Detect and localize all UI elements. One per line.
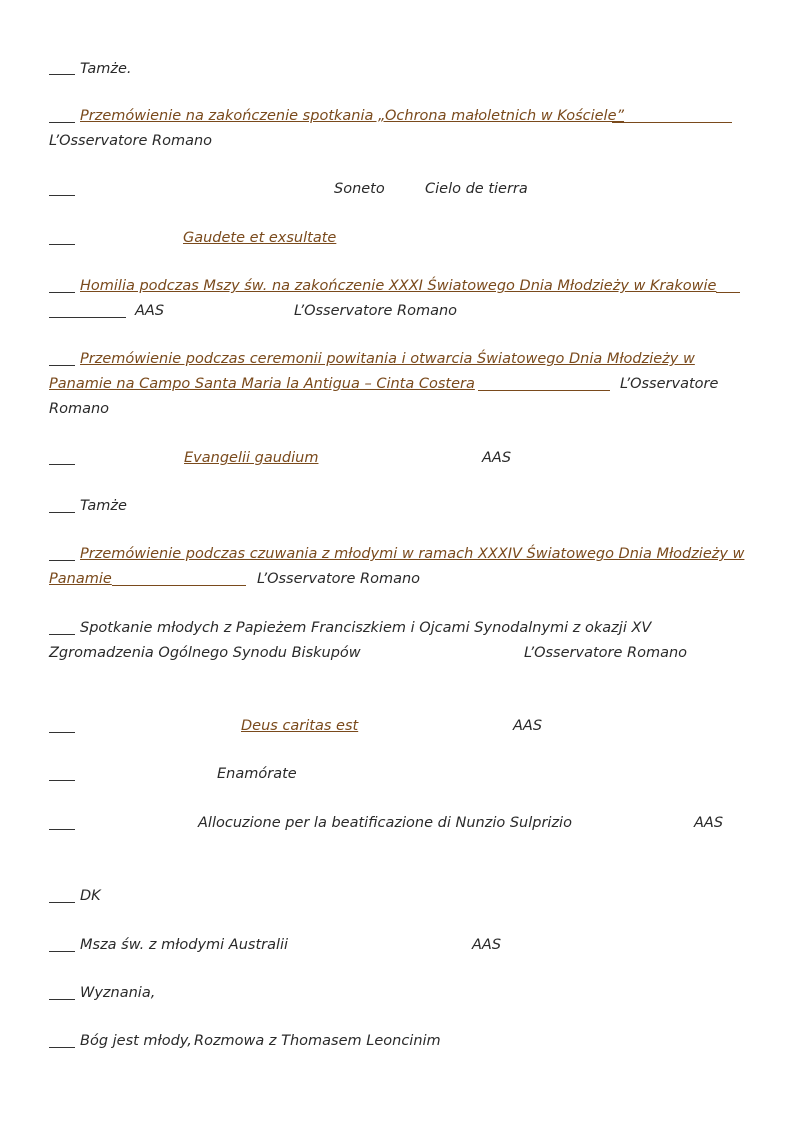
entry-text: Allocuzione per la beatificazione di Nunzio Sulprizio (198, 815, 572, 831)
blank-line (49, 1047, 75, 1048)
blank-line (49, 317, 126, 318)
blank-line (49, 780, 75, 781)
entry-text: Soneto (334, 181, 385, 197)
entry-text: Wyznania, (80, 985, 156, 1001)
entry-text: Cielo de tierra (425, 181, 528, 197)
entry-text: AAS (472, 937, 502, 953)
entry-text: AAS (694, 815, 724, 831)
underline-fill (612, 122, 732, 123)
entry-text: Spotkanie młodych z Papieżem Franciszkiem i Ojcami Synodalnymi z okazji XV (80, 620, 652, 636)
entry-text: AAS (513, 718, 543, 734)
blank-line (49, 365, 75, 366)
entry-text: Zgromadzenia Ogólnego Synodu Biskupów (49, 645, 361, 661)
entry-title-link[interactable]: Przemówienie na zakończenie spotkania „Ochrona małoletnich w Kościele” (80, 108, 625, 124)
blank-line (49, 560, 75, 561)
blank-line (49, 244, 75, 245)
entry-source: L’Osservatore (620, 376, 719, 392)
entry-source: L’Osservatore Romano (257, 571, 421, 587)
entry-title-link[interactable]: Deus caritas est (241, 718, 359, 734)
blank-line (49, 829, 75, 830)
entry-text: Msza św. z młodymi Australii (80, 937, 289, 953)
underline-fill (716, 292, 740, 293)
blank-line (49, 195, 75, 196)
entry-title-link[interactable]: Przemówienie podczas czuwania z młodymi w ramach XXXIV Światowego Dnia Młodzieży w (80, 546, 745, 562)
blank-line (49, 292, 75, 293)
entry-title-link[interactable]: Panamie (49, 571, 112, 587)
entry-text: Tamże. (80, 61, 132, 77)
entry-text: DK (80, 888, 101, 904)
entry-title-link[interactable]: Panamie na Campo Santa Maria la Antigua – Cinta Costera (49, 376, 475, 392)
blank-line (49, 634, 75, 635)
blank-line (49, 122, 75, 123)
underline-fill (478, 390, 610, 391)
entry-text: Enamórate (217, 766, 297, 782)
entry-title-link[interactable]: Evangelii gaudium (184, 450, 319, 466)
entry-text: Tamże (80, 498, 127, 514)
underline-fill (112, 585, 246, 586)
entry-source: Romano (49, 401, 110, 417)
entry-text: AAS (135, 303, 165, 319)
blank-line (49, 464, 75, 465)
entry-text: Rozmowa z Thomasem Leoncinim (194, 1033, 441, 1049)
blank-line (49, 951, 75, 952)
blank-line (49, 512, 75, 513)
entry-source: L’Osservatore Romano (49, 133, 213, 149)
entry-text: Bóg jest młody, (80, 1033, 192, 1049)
blank-line (49, 902, 75, 903)
entry-title-link[interactable]: Homilia podczas Mszy św. na zakończenie XXXI Światowego Dnia Młodzieży w Krakowie (80, 278, 717, 294)
entry-text: AAS (482, 450, 512, 466)
blank-line (49, 732, 75, 733)
entry-source: L’Osservatore Romano (294, 303, 458, 319)
entry-source: L’Osservatore Romano (524, 645, 688, 661)
blank-line (49, 999, 75, 1000)
entry-title-link[interactable]: Gaudete et exsultate (183, 230, 337, 246)
blank-line (49, 74, 75, 75)
entry-title-link[interactable]: Przemówienie podczas ceremonii powitania i otwarcia Światowego Dnia Młodzieży w (80, 351, 695, 367)
